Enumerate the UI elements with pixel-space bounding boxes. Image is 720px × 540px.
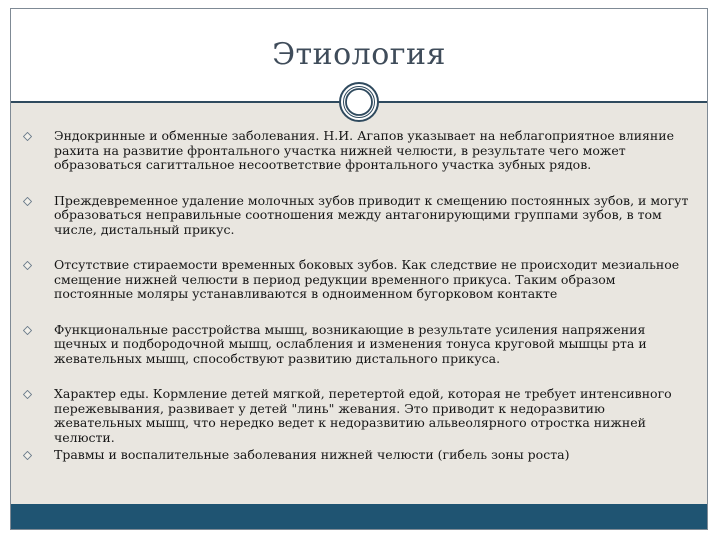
content-area	[11, 103, 707, 505]
bullet-icon	[23, 197, 32, 206]
circle-ornament-icon	[339, 82, 379, 122]
bullet-item	[23, 129, 695, 173]
bullet-text: Отсутствие стираемости временных боковых зубов. Как следствие не происходит мезиальное смещение нижней челюсти в период редукции временного прикуса. Таким образом постоянные моляры устанавливаются в одноименном бугорковом контакте	[54, 257, 680, 301]
bullet-item	[23, 194, 695, 238]
bullet-item	[23, 323, 695, 367]
bullet-item	[23, 448, 695, 463]
bullet-text: Эндокринные и обменные заболевания. Н.И. Агапов указывает на неблагоприятное влияние рахита на развитие фронтального участка нижней челюсти, в результате чего может образоваться сагиттальное несоответствие фронтального участка зубных рядов.	[54, 128, 674, 172]
bullet-item	[23, 387, 695, 445]
bullet-icon	[23, 451, 32, 460]
bullet-text: Функциональные расстройства мышц, возникающие в результате усиления напряжения щечных и подбородочной мышц, ослабления и изменения тонуса круговой мышцы рта и жевательных мышц, способствуют развитию дистального прикуса.	[54, 321, 647, 366]
bullet-text: Характер еды. Кормление детей мягкой, перетертой едой, которая не требует интенсивного пережевывания, развивает у детей "линь" жевания. Это приводит к недоразвитию жевательных мышц, что нередко ведет к недоразвитию альвеолярного отростка нижней челюсти.	[54, 386, 672, 445]
footer-band	[11, 504, 707, 529]
bullet-icon	[23, 390, 32, 399]
bullet-icon	[23, 261, 32, 270]
bullet-text: Преждевременное удаление молочных зубов приводит к смещению постоянных зубов, и могут образоваться неправильные соотношения между антагонирующими группами зубов, в том числе, дистальный прикус.	[54, 192, 689, 237]
bullet-icon	[23, 326, 32, 335]
slide	[10, 8, 708, 530]
bullet-icon	[23, 132, 32, 141]
slide-title: Этиология	[272, 37, 446, 72]
bullet-item	[23, 258, 695, 302]
bullet-list	[23, 129, 695, 484]
bullet-text: Травмы и воспалительные заболевания нижней челюсти (гибель зоны роста)	[54, 447, 570, 462]
